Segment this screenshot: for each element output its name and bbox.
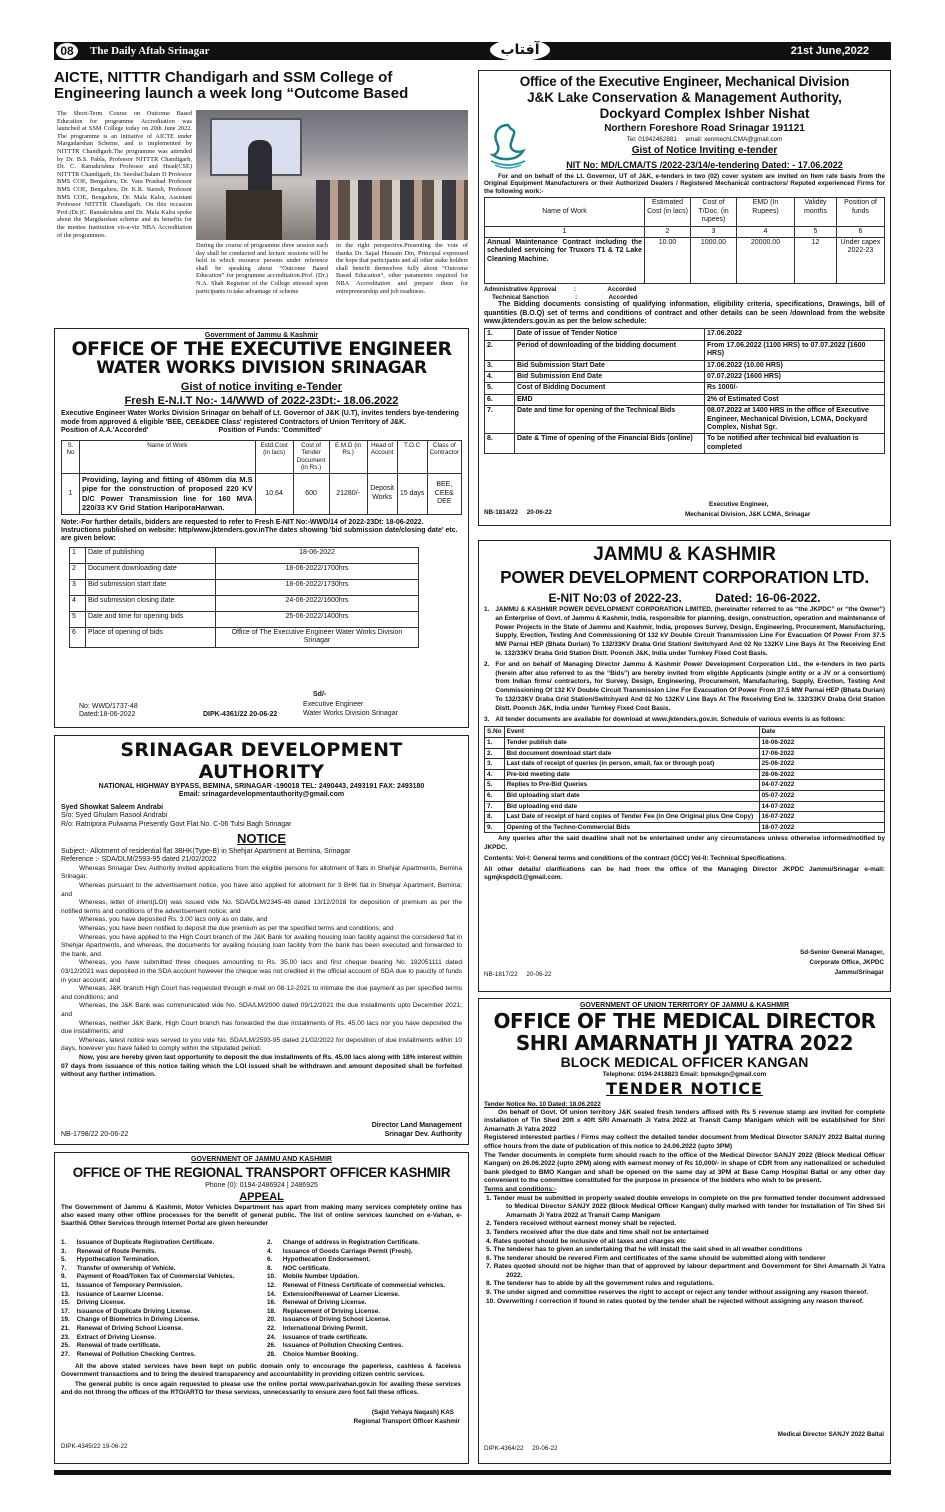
lcma-num: 1 <box>485 226 645 237</box>
wwd-cell: BEE, CEE& DEE <box>427 474 461 515</box>
newspaper-name: The Daily Aftab Srinagar <box>90 45 210 57</box>
lcma-sched-item: Period of downloading of the bidding document <box>515 340 705 360</box>
lcma-sched-sno: 6. <box>485 394 515 405</box>
lcma-sched-item: Date of issue of Tender Notice <box>515 329 705 340</box>
wwd-date-event: Bid submission closing date <box>86 595 216 611</box>
lcma-intro: For and on behalf of the Lt. Governor, UT of J&K, e-tenders in two (02) cover system are invited on Item rate basis from the Original Equipment Manufacturers or their Authorized Dealers / Registered Mechanical contractors/ Reputed experienced Firms for the following work:- <box>484 172 885 195</box>
lcma-sched-sno: 1. <box>485 329 515 340</box>
wwd-date-sno: 1 <box>70 547 86 563</box>
lcma-sign-1: Executive Engineer, <box>709 501 769 508</box>
rto-service: 26. Issuance of Pollution Checking Centres. <box>267 1342 404 1350</box>
jkpdc-para-text: For and on behalf of Managing Director Jammu & Kashmir Power Development Corporation Ltd., the e-tenders in two parts (herein after also referred to as the “Bids”) are hereby invited from eligible Applicants (single entity or a JV or a consortium) from Indian firms/ contractors, for Survey, Design, Engineering, Procurement, Manufacturing, Supply, Erection, Testing And Commissioning Of 132 KV Double Circuit Transmission Line For Evacuation Of Power From 37.5 MW Parnai HEP (Bhata Durian) To 132/33KV Draba Grid Station/Switchyard And 02 No 132KV Line Bays At The Receiving End Ie. 132/33KV Draba Grid Station Distt. Poonch J&K, India under Turnkey Fixed Cost Basis. <box>495 660 885 712</box>
wwd-title-1: OFFICE OF THE EXECUTIVE ENGINEER <box>71 338 452 361</box>
lcma-ref: NB-1814/22 20-06-22 <box>484 509 552 516</box>
jkpdc-th: Event <box>504 727 759 738</box>
jkpdc-th: S.No <box>485 727 505 738</box>
rto-sign-2: Regional Transport Officer Kashmir <box>353 1418 460 1425</box>
wwd-date-value: 18-06-2022 <box>216 547 419 563</box>
sda-para: Whereas, you have applied to the High Court branch of the J&K Bank for availing housing loan facility against the considered flat in Shehjar Apartments, and whereas, the documents for availing housing loan facility from the bank has been executed and forwarded to the bank, and <box>61 933 462 958</box>
jkpdc-tender-ad <box>478 540 891 992</box>
lcma-cell: 20000.00 <box>737 238 795 284</box>
lcma-sched-value: Rs 1000/- <box>705 383 885 394</box>
jkpdc-contents: Contents: Vol-I: General terms and conditions of the contract (GCC) Vol-II: Technical Specifications. <box>484 854 787 862</box>
lcma-th: Validity months <box>795 198 837 226</box>
jkpdc-ev-name: Bid uploading end date <box>504 801 759 812</box>
lcma-sched-item: Date & Time of opening of the Financial Bids (online) <box>515 434 705 454</box>
lcma-num: 4 <box>737 226 795 237</box>
lcma-tech: Technical Sanction : Accorded <box>492 293 638 301</box>
lcma-th: EMD (In Rupees) <box>737 198 795 226</box>
lcma-th: Position of funds <box>837 198 885 226</box>
jkpdc-sign-1: Sd-Senior General Manager, <box>800 949 884 956</box>
med-term: 5. The tenderer has to given an undertaking that he will install the said shed in all weather conditions <box>486 1246 803 1254</box>
photo-podium <box>226 190 282 240</box>
med-para-2: Registered interested parties / Firms may collect the detailed tender document from Medical Director SANJY 2022 Baltal during office hours from the date of publication of this notice to 24.06.2022 (upto 3PM) <box>484 1134 885 1150</box>
wwd-position: Position of A.A.'Accorded' Position of Funds: 'Committed' <box>61 427 322 435</box>
sda-to-name: Syed Showkat Saleem Andrabi <box>61 803 164 811</box>
med-para-3: The Tender documents in complete form should reach to the office of the Medical Director SANJY 2022 (Block Medical Officer Kangan) on 26.06.2022 (upto 2PM) along with earnest money of Rs 10,000/- in shape of CDR from any nationalized or scheduled bank pledged to BMO Kangan and shall be opened on the same day at 3PM at Base Camp Hospital Baltal or any other day convenient to the committee constituted for the purpose in presence of the bidders who wish to be present. <box>484 1151 885 1185</box>
wwd-date-event: Bid submission start date <box>86 579 216 595</box>
med-para-1: On behalf of Govt. Of union territory J&K sealed fresh tenders affixed with Rs 5 revenue stamp are invited for complete installation of Tin Shed 20ft x 40ft SRI Amarnath Ji Yatra 2022 at Transit Camp Manigam which will be established for Shri Amarnath Ji Yatra 2022 <box>484 1108 885 1133</box>
rto-service: 3. Renewal of Route Permits. <box>61 1247 157 1255</box>
sda-para: Whereas, J&K branch High Court has requested through e-mail on 08-12-2021 to intimate the due payment as per specified terms and conditions; and <box>61 985 462 1001</box>
lcma-sched-sno: 3. <box>485 360 515 371</box>
lcma-sign-2: Mechanical Division, J&K LCMA, Srinagar <box>685 511 811 518</box>
jkpdc-ev-date: 18-07-2022 <box>759 822 884 833</box>
med-tender-no: Tender Notice No. 10 Dated: 18.06.2022 <box>484 1101 601 1108</box>
sda-ref: NB-1798/22 20-06-22 <box>61 1131 129 1138</box>
lcma-sched-sno: 7. <box>485 406 515 434</box>
rto-service: 28. Choice Number Booking. <box>267 1350 358 1358</box>
rto-service: 25. Renewal of trade certificate. <box>61 1342 161 1350</box>
med-sign: Medical Director SANJY 2022 Baltal <box>777 1431 884 1438</box>
wwd-date-sno: 5 <box>70 611 86 627</box>
lcma-th: Estimated Cost (in lacs) <box>645 198 691 226</box>
jkpdc-events-table <box>484 726 885 833</box>
lcma-sched-value: 17.06.2022 (10.00 HRS) <box>705 360 885 371</box>
jkpdc-title-2: POWER DEVELOPMENT CORPORATION LTD. <box>500 567 869 587</box>
rto-services-left <box>61 1239 261 1359</box>
jkpdc-ev-sno: 5. <box>485 780 505 791</box>
wwd-date-value: 24-06-2022/1600hrs <box>216 595 419 611</box>
wwd-date-event: Date and time for opening bids <box>86 611 216 627</box>
wwd-note: Note:-For further details, bidders are requested to refer to Fresh E-NIT No:-WWD/14 of 2022-23Dt: 18-06-2022. Instructions published on website: http/www.jktenders.gov.inThe dates showing 'bid submission date/closing date' etc. are given below: <box>61 518 458 543</box>
med-telephone: Telephone: 0194-2418823 Email: bpmukgn@gmail.com <box>602 1071 767 1079</box>
med-title-2: SHRI AMARNATH JI YATRA 2022 <box>515 1031 854 1056</box>
lcma-bidding: The Bidding documents consisting of qualifying information, eligibility criteria, specifications, Drawings, bill of quantities (B.O.Q) set of terms and conditions of contract and other details can be seen /download from the website www.jktenders.gov.in as per the below schedule: <box>484 301 885 325</box>
jkpdc-sign-3: Jammu/Srinagar <box>834 969 884 976</box>
rto-ref: DIPK-4345/22 19-06-22 <box>61 1443 128 1450</box>
sda-reference: Reference :- SDA/DLM/2593-95 dated 21/02/2022 <box>61 856 217 864</box>
news-column-1: The Short-Term Course on Outcome Based Education for programme Accreditation was launched at SSM College today on 20th June 2022. The programme is an initiative of AICTE under Margadarshan Scheme, and is implemented by NITTTR Chandigarh.The programme was attended by Dr. B.S. Pabla, Professor NITTTR Chandigarh, Dr. C. Ramakrishna Professor and Head(CSE) NITTTR Chandigarh, Dr. SeeshaChalam D Professor BMS COE, Bengaluru, Dr. Vara Prashad Professor BMS COE, Bengaluru, Dr. K.R. Suresh, Professor BMS COE, Bengaluru, Dr. Mala Kalra, Assistant Professor NITTTR Chandigarh. On this occasion Prof.(Dr.)C. Ramakrishna and Dr. Mala Kalra spoke about the Margdarshan scheme and its benefits for the mentee Institution vis-a-viz NBA Accreditation of the programmes. <box>57 110 192 239</box>
jkpdc-para-3 <box>484 716 885 725</box>
jkpdc-title-1: JAMMU & KASHMIR <box>593 544 776 565</box>
wwd-date-sno: 4 <box>70 595 86 611</box>
lcma-th: Name of Work <box>485 198 645 226</box>
sda-para: Whereas Srinagar Dev. Authority invited applications from the eligible persons for allotment of flats in Shehjar Apartments, Bemina Srinagar. <box>61 864 462 881</box>
jkpdc-ev-date: 16-06-2022 <box>759 737 884 748</box>
sda-title: SRINAGAR DEVELOPMENT AUTHORITY <box>120 739 403 783</box>
wwd-cell: 1 <box>62 474 80 515</box>
lcma-nit: NIT No: MD/LCMA/TS /2022-23/14/e-tendering Dated: - 17.06.2022 <box>566 159 843 170</box>
med-term: 2. Tenders received without earnest money shall be rejected. <box>486 1220 677 1228</box>
lcma-work-table <box>484 197 885 284</box>
rto-service: 19. Change of Biometrics In Driving License. <box>61 1316 200 1324</box>
rto-service: 7. Transfer of ownership of Vehicle. <box>61 1264 176 1272</box>
lcma-num: 6 <box>837 226 885 237</box>
wwd-date-value: Office of The Executive Engineer Water Works Division Srinagar <box>216 627 419 647</box>
lcma-sched-sno: 5. <box>485 383 515 394</box>
sda-para: Whereas pursuant to the advertisement notice, you have also applied for allotment for 3 BHK flat in Shehjar Apartment, Bemina; and <box>61 882 462 898</box>
sda-para: Whereas, you have deposited Rs. 3.00 lacs only as on date, and <box>79 916 268 924</box>
lcma-sched-value: To be notified after technical bid evaluation is completed <box>705 434 885 454</box>
rto-phone: Phone (0): 0194-2486924 | 2486925 <box>205 1182 318 1190</box>
wwd-dates-table <box>69 547 419 648</box>
rto-para-2: The general public is once again requested to please use the online portal www.parivahan.gov.in for availing these services and do not throng the offices of the RTO/ARTO for these services, unnecessarily to ensure zero foot fall these offices. <box>61 1381 461 1396</box>
wwd-date-sno: 6 <box>70 627 86 647</box>
jkpdc-num: 1. <box>484 606 490 613</box>
wwd-ref-no: No: WWD/1737-48 <box>79 703 138 710</box>
wwd-date-event: Document downloading date <box>86 563 216 579</box>
sda-sign-2: Srinagar Dev. Authority <box>384 1131 462 1138</box>
rto-intro: The Government of Jammu & Kashmir, Motor Vehicles Department has apart from making many services completely online has also eased many other offline processes for the benefit of general public. The list of online services launched on e-Vahan, e-Saarthi& Other Services through Internet Portal are given hereunder <box>61 1203 462 1227</box>
wwd-date-sno: 3 <box>70 579 86 595</box>
rto-service: 1. Issuance of Duplicate Registration Certificate. <box>61 1239 215 1246</box>
jkpdc-th: Date <box>759 727 884 738</box>
lcma-sched-value: 17.06.2022 <box>705 329 885 340</box>
sda-to-father: S/o: Syed Ghulam Rasool Andrabi <box>61 812 168 820</box>
sda-notice-heading: NOTICE <box>236 831 287 847</box>
lcma-num: 2 <box>645 226 691 237</box>
rto-service: 27. Renewal of Pollution Checking Centres. <box>61 1350 196 1358</box>
jkpdc-ev-sno: 7. <box>485 801 505 812</box>
sda-to-address: R/o: Ratnipora Pulwama Presently Govt Flat No. C-06 Tulsi Bagh Srinagar <box>61 820 292 828</box>
med-ref: DIPK-4364/22 20-06-22 <box>484 1445 558 1452</box>
jkpdc-ev-date: 28-06-2022 <box>759 769 884 780</box>
wwd-th-toc: T.O.C <box>397 440 427 473</box>
med-notice-heading: TENDER NOTICE <box>606 1079 763 1098</box>
rto-service: 5. Hypothecation Termination. <box>61 1256 160 1264</box>
med-term: 4. Rates quoted should be inclusive of all taxes and charges etc <box>486 1237 687 1245</box>
wwd-cell: 600 <box>293 474 329 515</box>
lcma-gist: Gist of Notice Inviting e-tender <box>631 144 778 156</box>
wwd-sign-1: Executive Engineer <box>303 701 364 708</box>
lcma-cell-work: Annual Maintenance Contract including the scheduled servicing for Truxors T1 & T2 Lake Cleaning Machine. <box>485 238 645 284</box>
jkpdc-ev-name: Last date of receipt of queries (in person, email, fax or through post) <box>504 759 759 770</box>
jkpdc-ev-date: 14-07-2022 <box>759 801 884 812</box>
sda-subject: Subject:- Allotment of residential flat 3BHK(Type-B) in Shehjar Apartment at Bemina, Srinagar <box>61 848 351 856</box>
lcma-sched-item: Bid Submission Start Date <box>515 360 705 371</box>
lcma-schedule-table <box>484 328 885 454</box>
wwd-title-2: WATER WORKS DIVISION SRINAGAR <box>96 358 427 379</box>
lcma-address: Northern Foreshore Road Srinagar 191121 <box>604 123 805 134</box>
lcma-sched-item: Bid Submission End Date <box>515 372 705 383</box>
wwd-cell: 10.64 <box>255 474 293 515</box>
lcma-cell: Under capex 2022-23 <box>837 238 885 284</box>
med-title-3: BLOCK MEDICAL OFFICER KANGAN <box>560 1054 809 1071</box>
jkpdc-ev-sno: 9. <box>485 822 505 833</box>
jkpdc-ev-date: 17-06-2022 <box>759 748 884 759</box>
page-number: 08 <box>56 43 78 59</box>
wwd-date-event: Place of opening of bids <box>86 627 216 647</box>
jkpdc-ev-sno: 4. <box>485 769 505 780</box>
wwd-date-value: 25-06-2022/1400hrs <box>216 611 419 627</box>
rto-service: 23. Extract of Driving License. <box>61 1333 157 1341</box>
jkpdc-para-1 <box>484 606 885 659</box>
jkpdc-ev-name: Pre-bid meeting date <box>504 769 759 780</box>
rto-service: 12. Renewal of Fitness Certificate of commercial vehicles. <box>267 1281 446 1289</box>
wwd-th-head: Head of Account <box>367 440 397 473</box>
rto-service: 20. Issuance of Driving School License. <box>267 1316 391 1324</box>
lcma-sched-sno: 2. <box>485 340 515 360</box>
rto-service: 9. Payment of Road/Token Tax of Commercial Vehicles. <box>61 1273 235 1281</box>
rto-para-1: All the above stated services have been kept on public domain only to encourage the paperless, cashless & faceless Government transactions and to bring the desired transparency and accountability in providing citizen centric services. <box>61 1363 461 1378</box>
rto-title: OFFICE OF THE REGIONAL TRANSPORT OFFICER KASHMIR <box>72 1165 451 1181</box>
news-photo <box>196 110 468 240</box>
wwd-sign-2: Water Works Division Srinagar <box>303 710 398 717</box>
rto-service: 10. Mobile Number Updation. <box>267 1273 360 1281</box>
jkpdc-num: 3. <box>484 715 490 723</box>
rto-service: 8. NOC certificate. <box>267 1264 330 1272</box>
rto-service: 18. Replacement of Driving License. <box>267 1307 381 1315</box>
wwd-date-value: 18-06-2022/1730hrs <box>216 579 419 595</box>
jkpdc-ev-sno: 1. <box>485 737 505 748</box>
jkpdc-ev-sno: 2. <box>485 748 505 759</box>
wwd-date-sno: 2 <box>70 563 86 579</box>
lcma-num: 3 <box>691 226 737 237</box>
wwd-th-emd: E.M.D (in Rs.) <box>329 440 367 473</box>
lcma-sched-item: Cost of Bidding Document <box>515 383 705 394</box>
wwd-sd: Sd/- <box>313 691 327 698</box>
lcma-num: 5 <box>795 226 837 237</box>
lcma-sched-value: 2% of Estimated Cost <box>705 394 885 405</box>
news-column-3: in the right perspective.Presenting the vote of thanks Dr. Sajad Hussain Din, Principal expressed the hope that participants and all other stake holders shall benefit themselves fully about “Outcome Based Education”, other parameters required for NBA Accreditation and prepare them for entrepreneurship and job readiness. <box>336 242 468 295</box>
med-government: GOVERNMENT OF UNION TERRITORY OF JAMMU & KASHMIR <box>579 1002 790 1009</box>
rto-appeal-heading: APPEAL <box>239 1190 284 1203</box>
jkpdc-para-text: JAMMU & KASHMIR POWER DEVELOPMENT CORPORATION LIMITED, (hereinafter referred to as “the JKPDC” or “the Owner”) an Enterprise of Govt. of Jammu & Kashmir, India, responsible for planning, design, construction, operation and maintenance of Power Projects in the State of Jammu and Kashmir, India, proposes Survey, Design, Engineering, Procurement, Manufacturing, Supply, Erection, Testing And Commissioning Of 132 kV Double Circuit Transmission Line For Evacuation Of Power From 37.5 MW Parnai HEP (Bhata Durian) To 132/33KV Draba Grid Station/ Switchyard And 02 No 132KV Line Bays At The Receiving End Ie. 132/33KV Draba Grid Station Distt. Poonch J&K, India under Turnkey Fixed Cost Basis. <box>495 606 885 657</box>
rto-sign-1: (Sajid Yehaya Naqash) KAS <box>371 1409 454 1416</box>
wwd-cell: 21280/- <box>329 474 367 515</box>
jkpdc-ev-date: 16-07-2022 <box>759 812 884 823</box>
lcma-sched-value: 08.07.2022 at 1400 HRS in the office of Executive Engineer, Mechanical Division, LCMA, Dockyard Complex, Nishat Sgr. <box>705 406 885 434</box>
rto-service: 15. Driving License. <box>61 1299 126 1307</box>
wwd-cell-work: Providing, laying and fitting of 450mm dia M.S pipe for the construction of proposed 220 KV D/C Power Transmission line for 160 MVA 220/33 KV Grid Station HariporaHarwan. <box>80 474 256 515</box>
wwd-tender-ad <box>54 328 469 728</box>
med-term: 10. Overwriting / correction if found in rates quoted by the tender shall be rejected without assigning any reason thereof. <box>486 1297 864 1305</box>
newspaper-logo: آفتاب <box>490 39 550 61</box>
sda-sign-1: Director Land Management <box>371 1122 462 1129</box>
rto-service: 24. Issuance of trade certificate. <box>267 1333 368 1341</box>
jkpdc-ev-date: 05-07-2022 <box>759 790 884 801</box>
jkpdc-para-4: Any queries after the said deadline shall not be entertained under any circumstances unless otherwise informed/notified by JKPDC. <box>484 835 885 852</box>
wwd-cell: 15 days <box>397 474 427 515</box>
wwd-date-value: 18-06-2022/1700hrs <box>216 563 419 579</box>
wwd-ref-date: Dated:18-06-2022 <box>79 711 136 718</box>
jkpdc-ev-sno: 8. <box>485 812 505 823</box>
jkpdc-ev-name: Last Date of receipt of hard copies of Tender Fee (in One Original plus One Copy) <box>504 812 759 823</box>
rto-services-right <box>267 1239 467 1359</box>
jkpdc-ev-name: Bid uploading start date <box>504 790 759 801</box>
sda-para: Whereas, latest notice was served to you vide No. SDA/LM/2593-95 dated 21/02/2022 for deposition of due installments within 10 days, however you have failed to comply within the stipulated period. <box>61 1036 462 1053</box>
rto-service: 6. Hypothecation Endorsement. <box>267 1256 371 1264</box>
medical-tender-ad <box>478 998 891 1464</box>
news-column-2: During the course of programme three session each day shall be conducted and lecture sessions will be held in which resource persons under reference shall be speaking about “Outcome Based Education” for programme accreditation.Prof. (Dr.) N.A. Shah Registrar of the College stressed upon participants to take advantage of scheme <box>196 242 328 295</box>
lcma-cell: 12 <box>795 238 837 284</box>
jkpdc-para-2 <box>484 661 885 714</box>
jkpdc-sign-2: Corporate Office, JKPDC <box>809 959 884 966</box>
masthead <box>54 42 891 60</box>
wwd-th-tdoc: Cost of Tender Document (in Rs.) <box>293 440 329 473</box>
wwd-date-event: Date of publishing <box>86 547 216 563</box>
lcma-cell: 1000.00 <box>691 238 737 284</box>
rto-service: 11. Issuance of Temporary Permission. <box>61 1281 183 1289</box>
news-article <box>54 70 469 323</box>
rto-service: 2. Change of address in Registration Certificate. <box>267 1239 420 1246</box>
lcma-sched-sno: 4. <box>485 372 515 383</box>
news-headline: AICTE, NITTTR Chandigarh and SSM College of Engineering launch a week long “Outcome Based <box>54 70 409 102</box>
sda-notice-ad <box>54 735 469 1145</box>
wwd-th-cost: Estd.Cost (in lacs) <box>255 440 293 473</box>
lcma-sched-value: 07.07.2022 (1600 HRS) <box>705 372 885 383</box>
jkpdc-ev-date: 25-06-2022 <box>759 759 884 770</box>
photo-audience <box>316 180 468 240</box>
jkpdc-ev-name: Opening of the Techno-Commercial Bids <box>504 822 759 833</box>
swan-icon <box>487 121 529 171</box>
lcma-tender-ad <box>478 70 891 526</box>
jkpdc-ev-name: Bid document download start date <box>504 748 759 759</box>
sda-address: NATIONAL HIGHWAY BYPASS, BEMINA, SRINAGAR -190018 TEL: 2490443, 2493191 FAX: 2493180 <box>98 783 425 790</box>
jkpdc-ev-name: Replies to Pre-Bid Queries <box>504 780 759 791</box>
wwd-nit: Fresh E-N.I.T No:- 14/WWD of 2022-23Dt:- 18.06.2022 <box>124 395 399 408</box>
med-term: 6. The tenderer should be revered Firm and certificates of the same should be submitted along with tenderer <box>486 1254 826 1262</box>
med-term: 3. Tenders received after the due date and time shall not be entertained <box>486 1228 709 1236</box>
lcma-tel: Tel: 01942462881 email: xenmechLCMA@gmail.com <box>626 136 783 143</box>
lcma-admin: Administrative Approval : Accorded <box>484 286 637 293</box>
jkpdc-num: 2. <box>484 660 490 668</box>
rto-service: 22. International Driving Permit. <box>267 1324 368 1332</box>
footer-rule <box>54 1470 891 1475</box>
lcma-sched-item: EMD <box>515 394 705 405</box>
med-terms-heading: Terms and conditions:- <box>484 1185 557 1193</box>
lcma-swan-logo <box>487 121 529 171</box>
med-title-1: OFFICE OF THE MEDICAL DIRECTOR <box>493 1009 876 1034</box>
lcma-sched-sno: 8. <box>485 434 515 454</box>
rto-service: 13. Issuance of Learner License. <box>61 1290 164 1298</box>
jkpdc-ev-sno: 3. <box>485 759 505 770</box>
rto-service: 14. Extension/Renewal of Learner License. <box>267 1290 400 1298</box>
lcma-sched-item: Date and time for opening of the Technical Bids <box>515 406 705 434</box>
wwd-th-sno: S. No <box>62 440 80 473</box>
jkpdc-ev-date: 04-07-2022 <box>759 780 884 791</box>
wwd-th-work: Name of Work <box>80 440 256 473</box>
sda-para: Whereas, the J&K Bank was communicated vide No. SDA/LM/2000 dated 09/12/2021 the due installments upto December 2021; and <box>61 1002 462 1018</box>
wwd-work-table <box>61 440 462 515</box>
issue-date: 21st June,2022 <box>790 45 869 57</box>
wwd-intro: Executive Engineer Water Works Division Srinagar on behalf of Lt. Governor of J&K (U.T), invites tenders bye-tendering mode from approved & eligible 'BEE, CEE&DEE Class' registered Contractors of Union Territory of J&K. <box>61 410 459 426</box>
rto-service: 16. Renewal of Driving License. <box>267 1299 367 1307</box>
rto-service: 4. Issuance of Goods Carriage Permit (Fresh). <box>267 1247 413 1255</box>
wwd-dipk: DIPK-4361/22 20-06-22 <box>203 711 278 718</box>
sda-email: Email: srinagardevelopmentauthority@gmail.com <box>178 791 345 799</box>
rto-service: 17. Issuance of Duplicate Driving License. <box>61 1307 192 1315</box>
wwd-government: Government of Jammu & Kashmir <box>204 332 319 339</box>
sda-para: Whereas, you have been notified to deposit the due premium as per the specified terms and conditions; and <box>79 925 394 932</box>
sda-para: Whereas, you have submitted three cheques amounting to Rs. 35.00 lacs and first cheque bearing No. 192051111 dated 03/12/2021 was deposited in the SDA account however the cheque was not credited in the official account of SDA due to paucity of funds in your account; and <box>61 959 462 984</box>
jkpdc-ev-name: Tender publish date <box>504 737 759 748</box>
lcma-sched-value: From 17.06.2022 (1100 HRS) to 07.07.2022 (1600 HRS) <box>705 340 885 360</box>
rto-service: 21. Renewal of Driving School License. <box>61 1324 184 1332</box>
jkpdc-ev-sno: 6. <box>485 790 505 801</box>
jkpdc-para-text: All tender documents are available for download at www.jktenders.gov.in. Schedule of various events is as follows: <box>495 715 846 723</box>
sda-para: Now, you are hereby given last opportunity to deposit the due installments of Rs. 45.00 lacs along with 18% interest within 07 days from issuance of this notice failing which the LOI issued shall be withdrawn and amount deposited shall be forfeited without any further intimation. <box>61 1053 462 1079</box>
jkpdc-ref: NB-1817/22 20-06-22 <box>484 971 552 978</box>
rto-appeal-ad <box>54 1152 469 1464</box>
med-term: 1. Tender must be submitted in properly sealed double envelops in complete on the pre formatted tender document addressed to Medical Director SANJY 2022 (Block Medical Officer Kangan) dully marked with tender for Installation of Tin Shed Sri Amarnath Ji Yatra 2022 at Transit Camp Manigam <box>486 1194 885 1219</box>
sda-para: Whereas, neither J&K Bank, High Court branch has forwarded the due installments of Rs. 45.00 lacs nor you have deposited the due installments; and <box>61 1019 462 1036</box>
wwd-gist: Gist of notice inviting e-Tender <box>180 381 343 394</box>
lcma-cell: 10.00 <box>645 238 691 284</box>
med-term: 9. The under signed and committee reserves the right to accept or reject any tender without assigning any reason thereof. <box>486 1289 869 1297</box>
jkpdc-other: All other details/ clarifications can be had from the office of the Managing Director JKPDC Jammu/Srinagar e-mail: sgmjkspdcl1@gmail.com. <box>484 865 885 882</box>
wwd-th-class: Class of Contractor <box>427 440 461 473</box>
med-term: 8. The tenderer has to abide by all the government rules and regulations. <box>486 1280 714 1288</box>
med-term: 7. Rates quoted should not be higher than that of approved by labour department and Government for Shri Amarnath Ji Yatra 2022. <box>486 1263 885 1279</box>
wwd-cell: Deposit Works <box>367 474 397 515</box>
sda-para: Whereas, letter of intent(LOI) was issued vide No. SDA/DLM/2345-48 dated 13/12/2018 for deposition of premium as per the notified terms and conditions of the advertisement notice; and <box>61 899 462 915</box>
lcma-title-3: Dockyard Complex Ishber Nishat <box>599 106 810 121</box>
lcma-th: Cost of T/Doc. (in rupees) <box>691 198 737 226</box>
lcma-title-1: Office of the Executive Engineer, Mechanical Division <box>519 74 850 89</box>
lcma-title-2: J&K Lake Conservation & Management Authority, <box>527 90 842 105</box>
jkpdc-nit: E-NIT No:03 of 2022-23. Dated: 16-06-2022. <box>548 591 821 605</box>
rto-government: GOVERNMENT OF JAMMU AND KASHMIR <box>191 1156 332 1163</box>
